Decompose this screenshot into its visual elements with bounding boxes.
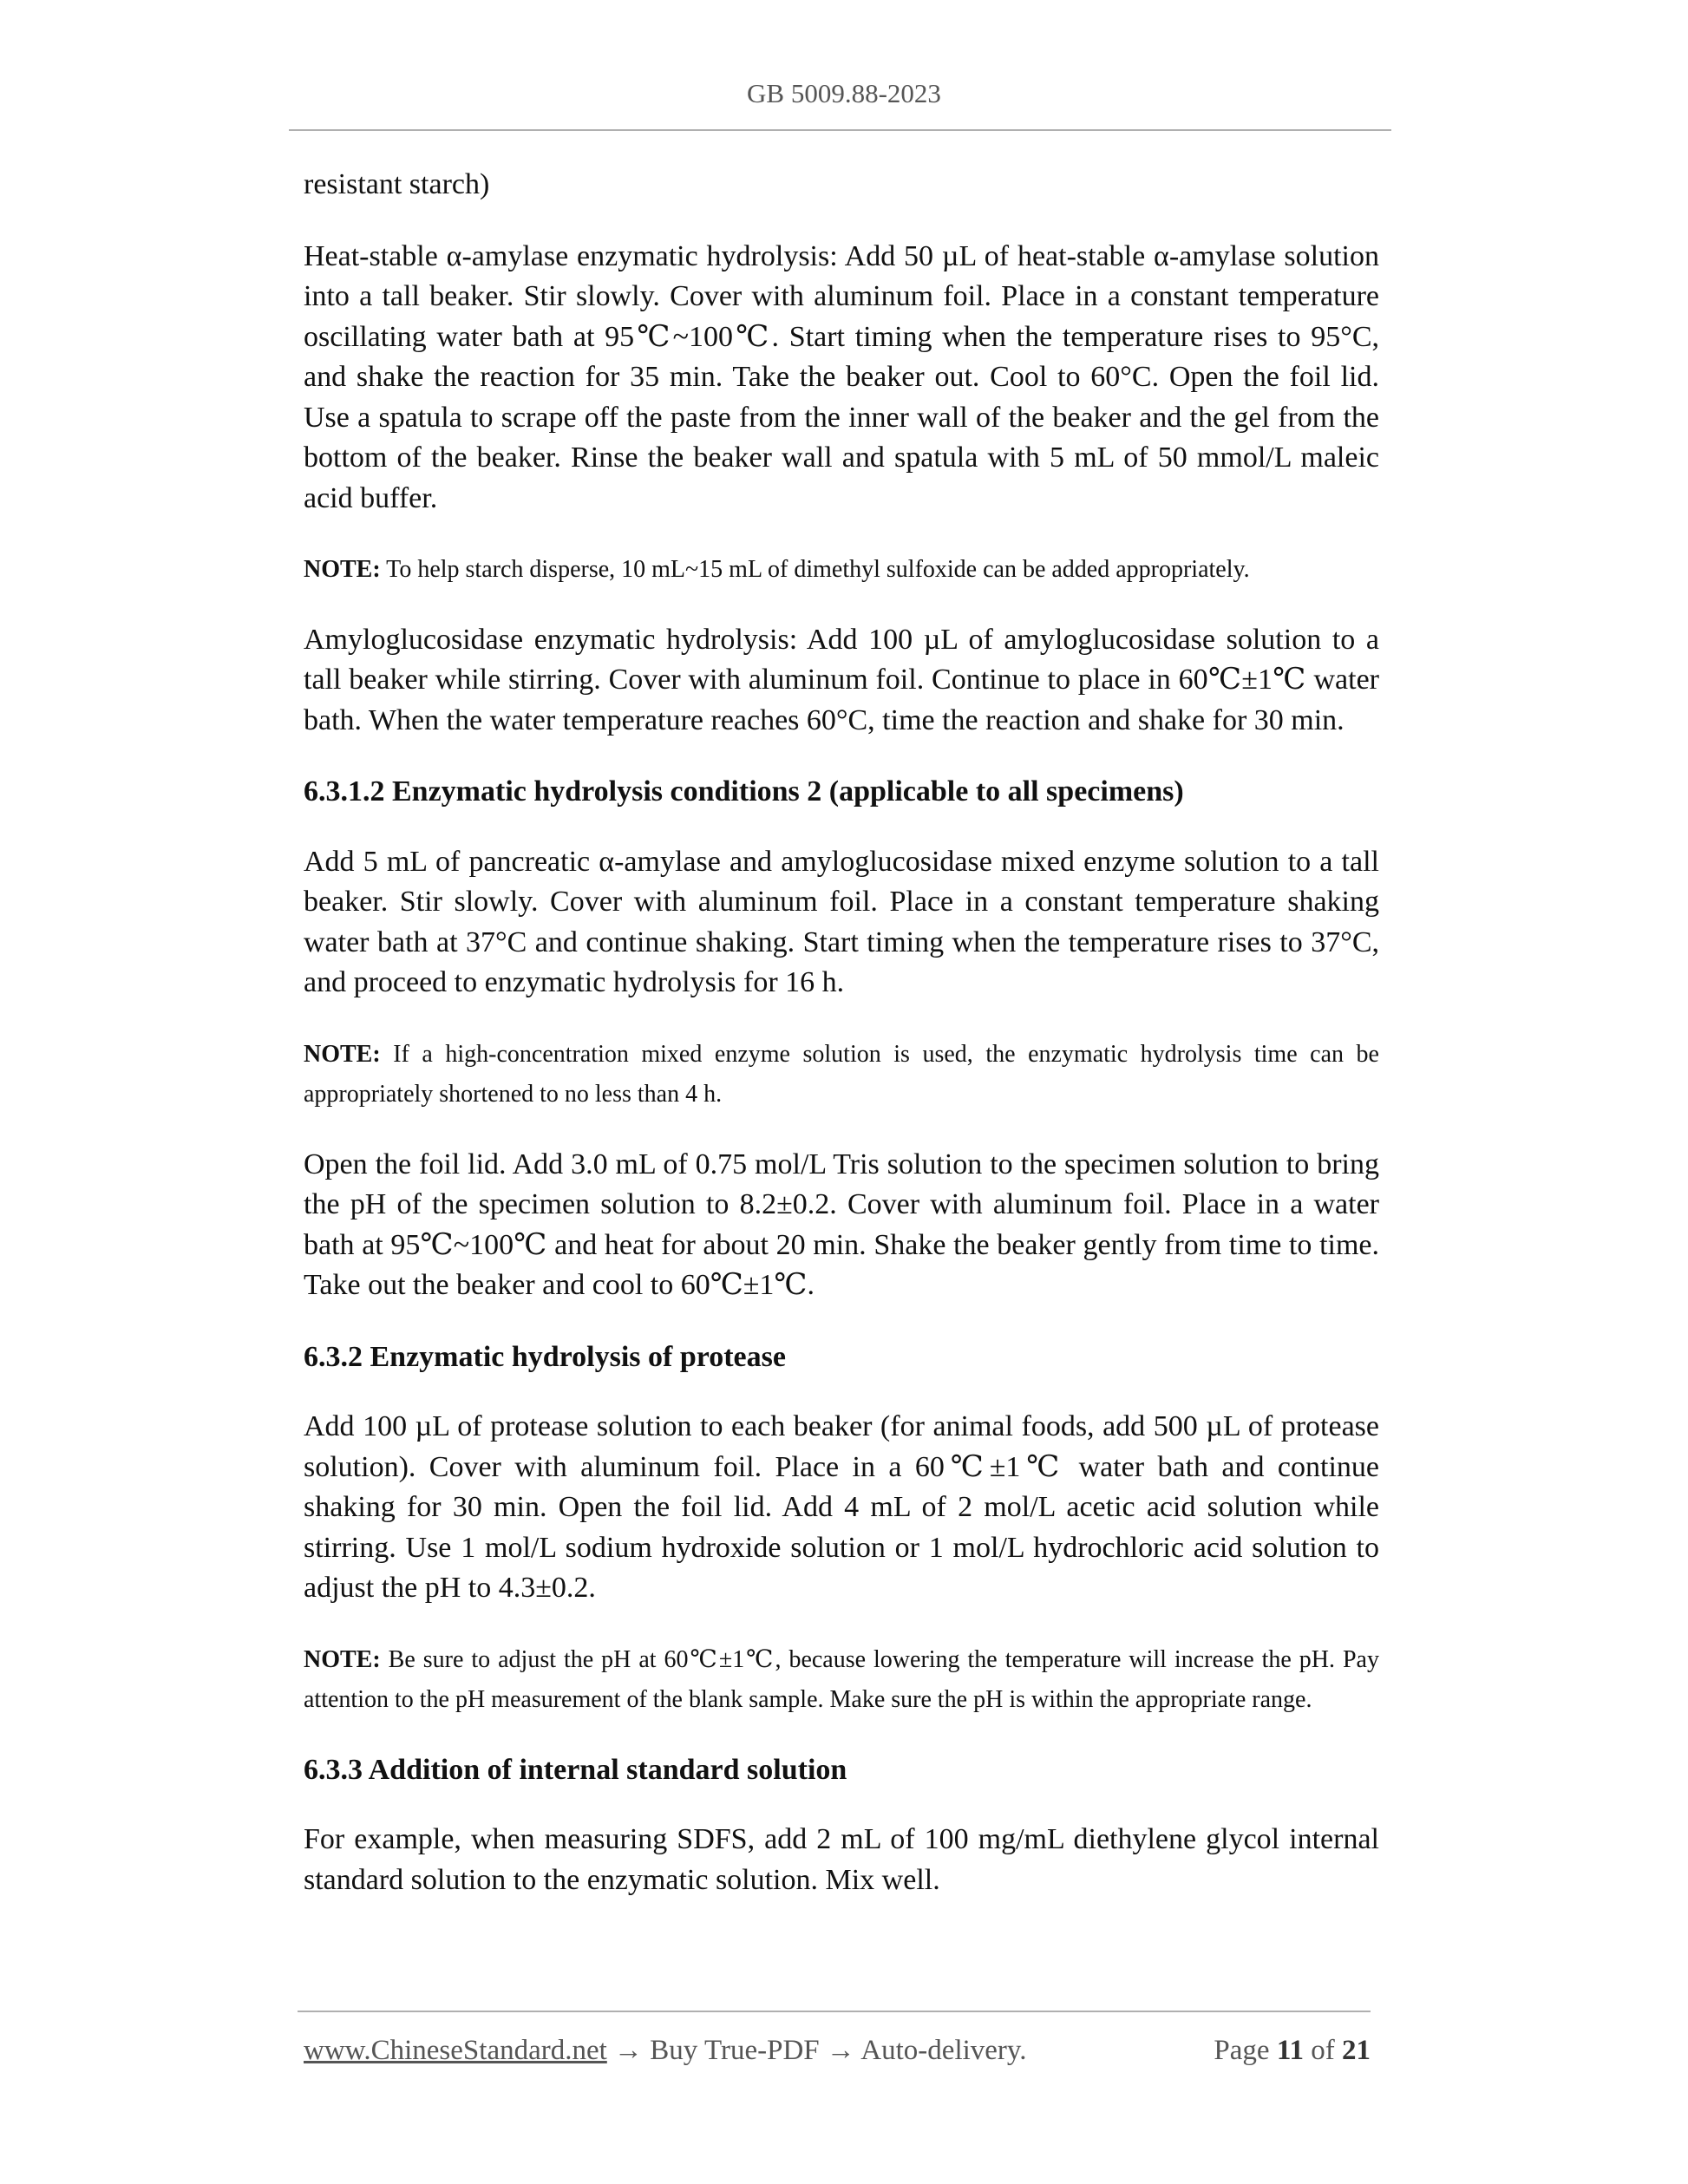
page-footer [304,2031,1371,2070]
page-header-title: GB 5009.88-2023 [747,78,941,108]
paragraph-tris-solution: Open the foil lid. Add 3.0 mL of 0.75 mol/L Tris solution to the specimen solution to bring the pH of the specimen solution to 8.2±0.2. Cover with aluminum foil. Place in a water bath at 95℃~100℃ and heat for about 20 min. Shake the beaker gently from time to time. Take out the beaker and cool to 60℃±1℃. [304,1148,1379,1301]
paragraph-amyloglucosidase: Amyloglucosidase enzymatic hydrolysis: Add 100 µL of amyloglucosidase solution to a tall beaker while stirring. Cover with aluminum foil. Continue to place in 60℃±1℃ water bath. When the water temperature reaches 60°C, time the reaction and shake for 30 min. [304,623,1379,736]
website-link[interactable]: www.ChineseStandard.net [304,2035,607,2066]
note-starch-disperse [304,550,1379,591]
header-divider [289,129,1391,131]
note-ph-adjustment [304,1640,1379,1721]
footer-left [304,2031,1027,2070]
paragraph-internal-standard: For example, when measuring SDFS, add 2 mL of 100 mg/mL diethylene glycol internal standard solution to the enzymatic solution. Mix well. [304,1823,1379,1896]
note-label: NOTE: [304,556,381,583]
footer-promo-text: → Buy True-PDF → Auto-delivery. [606,2035,1027,2066]
total-pages: 21 [1342,2035,1371,2066]
footer-divider [298,2011,1371,2012]
section-heading-6-3-1-2: 6.3.1.2 Enzymatic hydrolysis conditions 2 (applicable to all specimens) [304,775,1184,808]
page-content [304,165,1379,1932]
note-text: If a high-concentration mixed enzyme solution is used, the enzymatic hydrolysis time can be appropriately shortened to no less than 4 h. [304,1040,1379,1108]
section-heading-6-3-2: 6.3.2 Enzymatic hydrolysis of protease [304,1340,786,1373]
note-text: To help starch disperse, 10 mL~15 mL of dimethyl sulfoxide can be added appropriately. [380,556,1250,583]
section-heading-6-3-3: 6.3.3 Addition of internal standard solution [304,1753,847,1786]
paragraph-mixed-enzyme: Add 5 mL of pancreatic α-amylase and amyloglucosidase mixed enzyme solution to a tall beaker. Stir slowly. Cover with aluminum foil. Place in a constant temperature shaking water bath at 37°C and continue shaking. Start timing when the temperature rises to 37°C, and proceed to enzymatic hydrolysis for 16 h. [304,845,1379,998]
note-label: NOTE: [304,1645,381,1673]
paragraph-protease: Add 100 µL of protease solution to each beaker (for animal foods, add 500 µL of protease solution). Cover with aluminum foil. Place in a 60℃±1℃ water bath and continue shaking for 30 min. Open the foil lid. Add 4 mL of 2 mol/L acetic acid solution while stirring. Use 1 mol/L sodium hydroxide solution or 1 mol/L hydrochloric acid solution to adjust the pH to 4.3±0.2. [304,1410,1379,1604]
note-text: Be sure to adjust the pH at 60℃±1℃, because lowering the temperature will increase the pH. Pay attention to the pH measurement of the blank sample. Make sure the pH is within the appropriate range. [304,1645,1379,1713]
page-number: Page 11 of 21 [1214,2035,1371,2066]
note-label: NOTE: [304,1040,381,1068]
current-page: 11 [1276,2035,1304,2066]
paragraph-continuation: resistant starch) [304,168,490,200]
paragraph-heat-stable-amylase: Heat-stable α-amylase enzymatic hydrolysis: Add 50 µL of heat-stable α-amylase solution into a tall beaker. Stir slowly. Cover with aluminum foil. Place in a constant temperature oscillating water bath at 95℃~100℃. Start timing when the temperature rises to 95°C, and shake the reaction for 35 min. Take the beaker out. Cool to 60°C. Open the foil lid. Use a spatula to scrape off the paste from the inner wall of the beaker and the gel from the bottom of the beaker. Rinse the beaker wall and spatula with 5 mL of 50 mmol/L maleic acid buffer. [304,239,1379,514]
note-high-concentration [304,1035,1379,1115]
